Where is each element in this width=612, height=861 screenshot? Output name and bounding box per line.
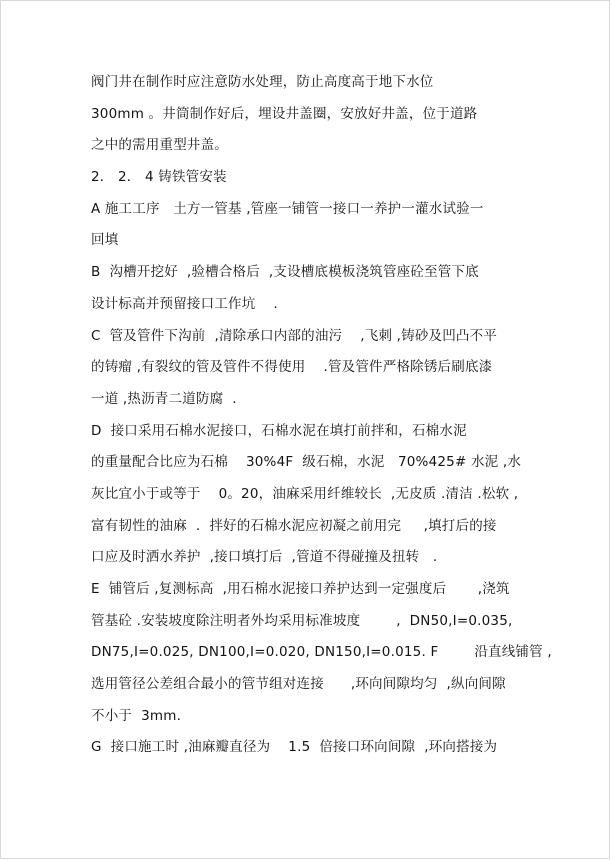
text-line: C 管及管件下沟前 ,清除承口内部的油污 ,飞刺 ,铸砂及凹凸不平 xyxy=(91,327,498,344)
text-line: G 接口施工时 ,油麻瓣直径为 1.5 倍接口环向间隙 ,环向搭接为 xyxy=(91,739,498,756)
text-line: 选用管径公差组合最小的管节组对连接 ,环向间隙均匀 ,纵向间隙 xyxy=(91,676,506,693)
text-line: 之中的需用重型井盖。 xyxy=(91,137,228,154)
text-line: 口应及时洒水养护 ,接口填打后 ,管道不得碰撞及扭转 . xyxy=(91,549,438,566)
text-line: A 施工工序 土方一管基 ,管座一铺管一接口一养护一灌水试验一 xyxy=(91,200,484,217)
text-line: B 沟槽开挖好 ,验槽合格后 ,支设槽底模板浇筑管座砼至管下底 xyxy=(91,264,479,281)
text-line: 设计标高并预留接口工作坑 . xyxy=(91,295,278,312)
text-line: 灰比宜小于或等于 0。20，油麻采用纤维较长 ,无皮质 .清洁 .松软 , xyxy=(91,485,519,502)
text-line: 阀门井在制作时应注意防水处理，防止高度高于地下水位 xyxy=(91,74,434,90)
text-line: 300mm 。井筒制作好后，埋设井盖圈，安放好井盖，位于道路 xyxy=(91,105,478,122)
text-line: DN75,I=0.025, DN100,I=0.020, DN150,I=0.015. F 沿直线铺管 , xyxy=(91,644,552,661)
text-line: 的铸瘤 ,有裂纹的管及管件不得使用 .管及管件严格除锈后刷底漆 xyxy=(91,359,493,376)
text-line: 的重量配合比应为石棉 30%4F 级石棉，水泥 70%425# 水泥 ,水 xyxy=(91,454,522,471)
text-line: 富有韧性的油麻 . 拌好的石棉水泥应初凝之前用完 ,填打后的接 xyxy=(91,517,497,534)
text-line: 一道 ,热沥青二道防腐 . xyxy=(91,390,237,407)
text-line: 回填 xyxy=(91,232,119,249)
text-line: 不小于 3mm. xyxy=(91,707,182,724)
text-line: D 接口采用石棉水泥接口，石棉水泥在填打前拌和，石棉水泥 xyxy=(91,422,467,439)
text-line: E 铺管后 ,复测标高 ,用石棉水泥接口养护达到一定强度后 ,浇筑 xyxy=(91,581,510,597)
document-body xyxy=(91,67,552,764)
section-heading: 2． 2． 4 铸铁管安装 xyxy=(91,169,227,186)
text-line: 管基砼 .安装坡度除注明者外均采用标准坡度 , DN50,I=0.035, xyxy=(91,612,513,629)
